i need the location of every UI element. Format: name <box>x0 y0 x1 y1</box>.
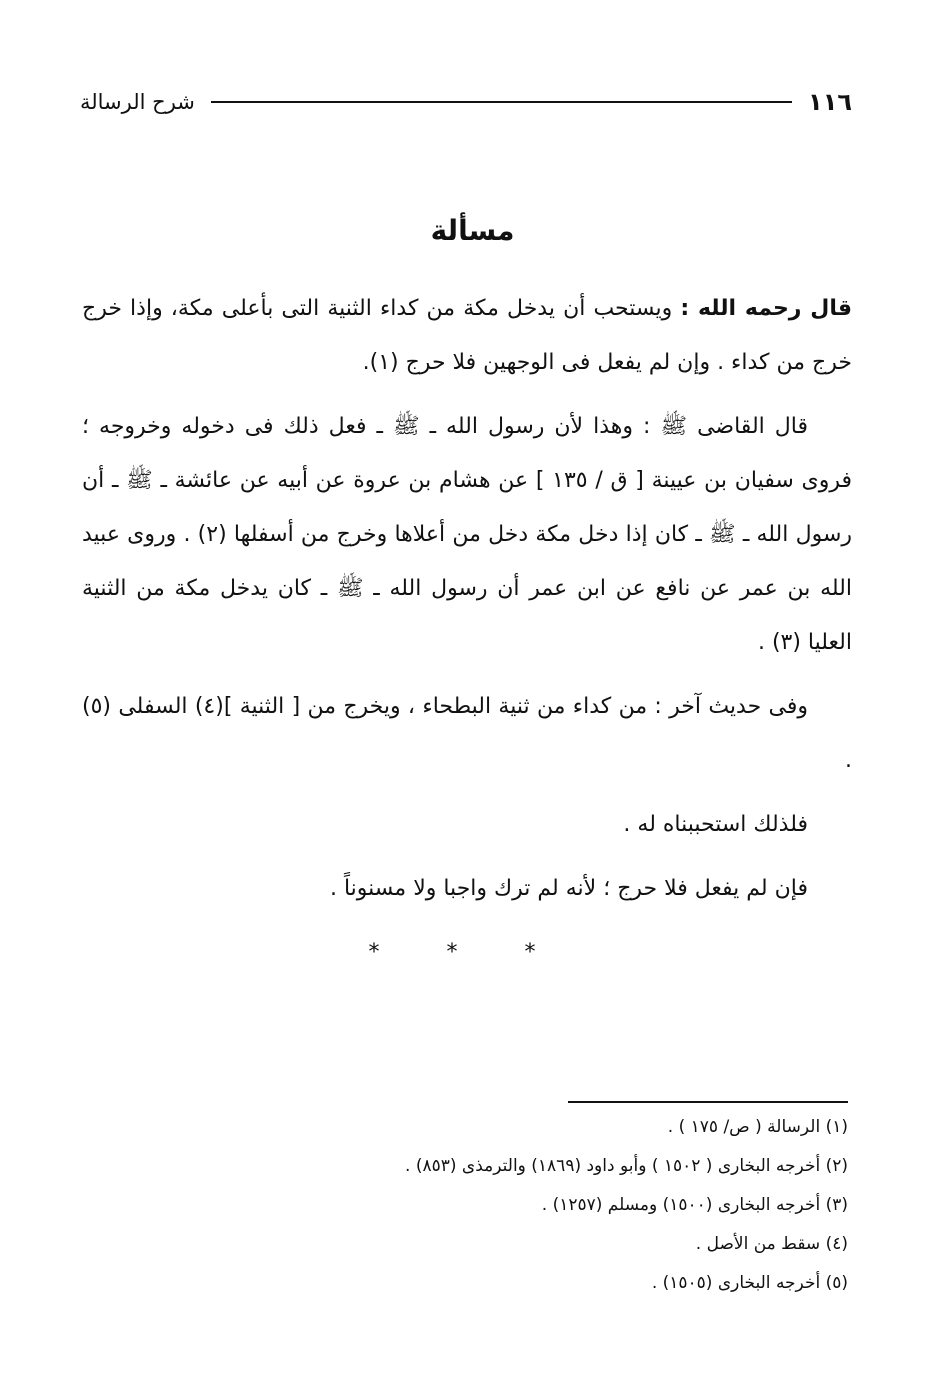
paragraph-1 <box>82 282 852 390</box>
paragraph-3: وفى حديث آخر : من كداء من ثنية البطحاء ، ويخرج من [ الثنية ](٤) السفلى (٥) . <box>82 694 852 773</box>
header-rule <box>211 101 792 103</box>
main-text <box>82 282 852 980</box>
footnote-4: (٤) سقط من الأصل . <box>695 1234 848 1254</box>
section-separator: * * * <box>368 940 566 965</box>
paragraph-4: فلذلك استحببناه له . <box>623 812 808 837</box>
paragraph-lead: قال رحمه الله : <box>680 296 853 321</box>
footnote-1: (١) الرسالة ( ص/ ١٧٥ ) . <box>667 1117 848 1137</box>
footnote-5: (٥) أخرجه البخارى (١٥٠٥) . <box>651 1273 848 1293</box>
page-header <box>80 82 852 122</box>
paragraph-2: قال القاضى ﷺ : وهذا لأن رسول الله ـ ﷺ ـ فعل ذلك فى دخوله وخروجه ؛ فروى سفيان بن عيينة [ ق / ١٣٥ ] عن هشام بن عروة عن أبيه عن عائشة ـ ﷺ ـ أن رسول الله ـ ﷺ ـ كان إذا دخل مكة دخل من أعلاها وخرج من أسفلها (٢) . وروى عبيد الله بن عمر عن نافع عن ابن عمر أن رسول الله ـ ﷺ ـ كان يدخل مكة من الثنية العليا (٣) . <box>82 414 853 655</box>
footnote-rule <box>568 1101 848 1103</box>
paragraph-5: فإن لم يفعل فلا حرج ؛ لأنه لم ترك واجبا ولا مسنوناً . <box>329 876 808 901</box>
section-title: مسألة <box>430 214 515 247</box>
paragraph-text: ويستحب أن يدخل مكة من كداء الثنية التى بأعلى مكة، وإذا خرج خرج من كداء . وإن لم يفعل فى الوجهين فلا حرج (١). <box>82 296 852 375</box>
running-title: شرح الرسالة <box>80 90 195 114</box>
footnotes <box>82 1108 848 1303</box>
page-number: ١١٦ <box>808 88 852 116</box>
footnote-2: (٢) أخرجه البخارى ( ١٥٠٢ ) وأبو داود (١٨٦٩) والترمذى (٨٥٣) . <box>405 1156 848 1176</box>
footnote-3: (٣) أخرجه البخارى (١٥٠٠) ومسلم (١٢٥٧) . <box>541 1195 848 1215</box>
